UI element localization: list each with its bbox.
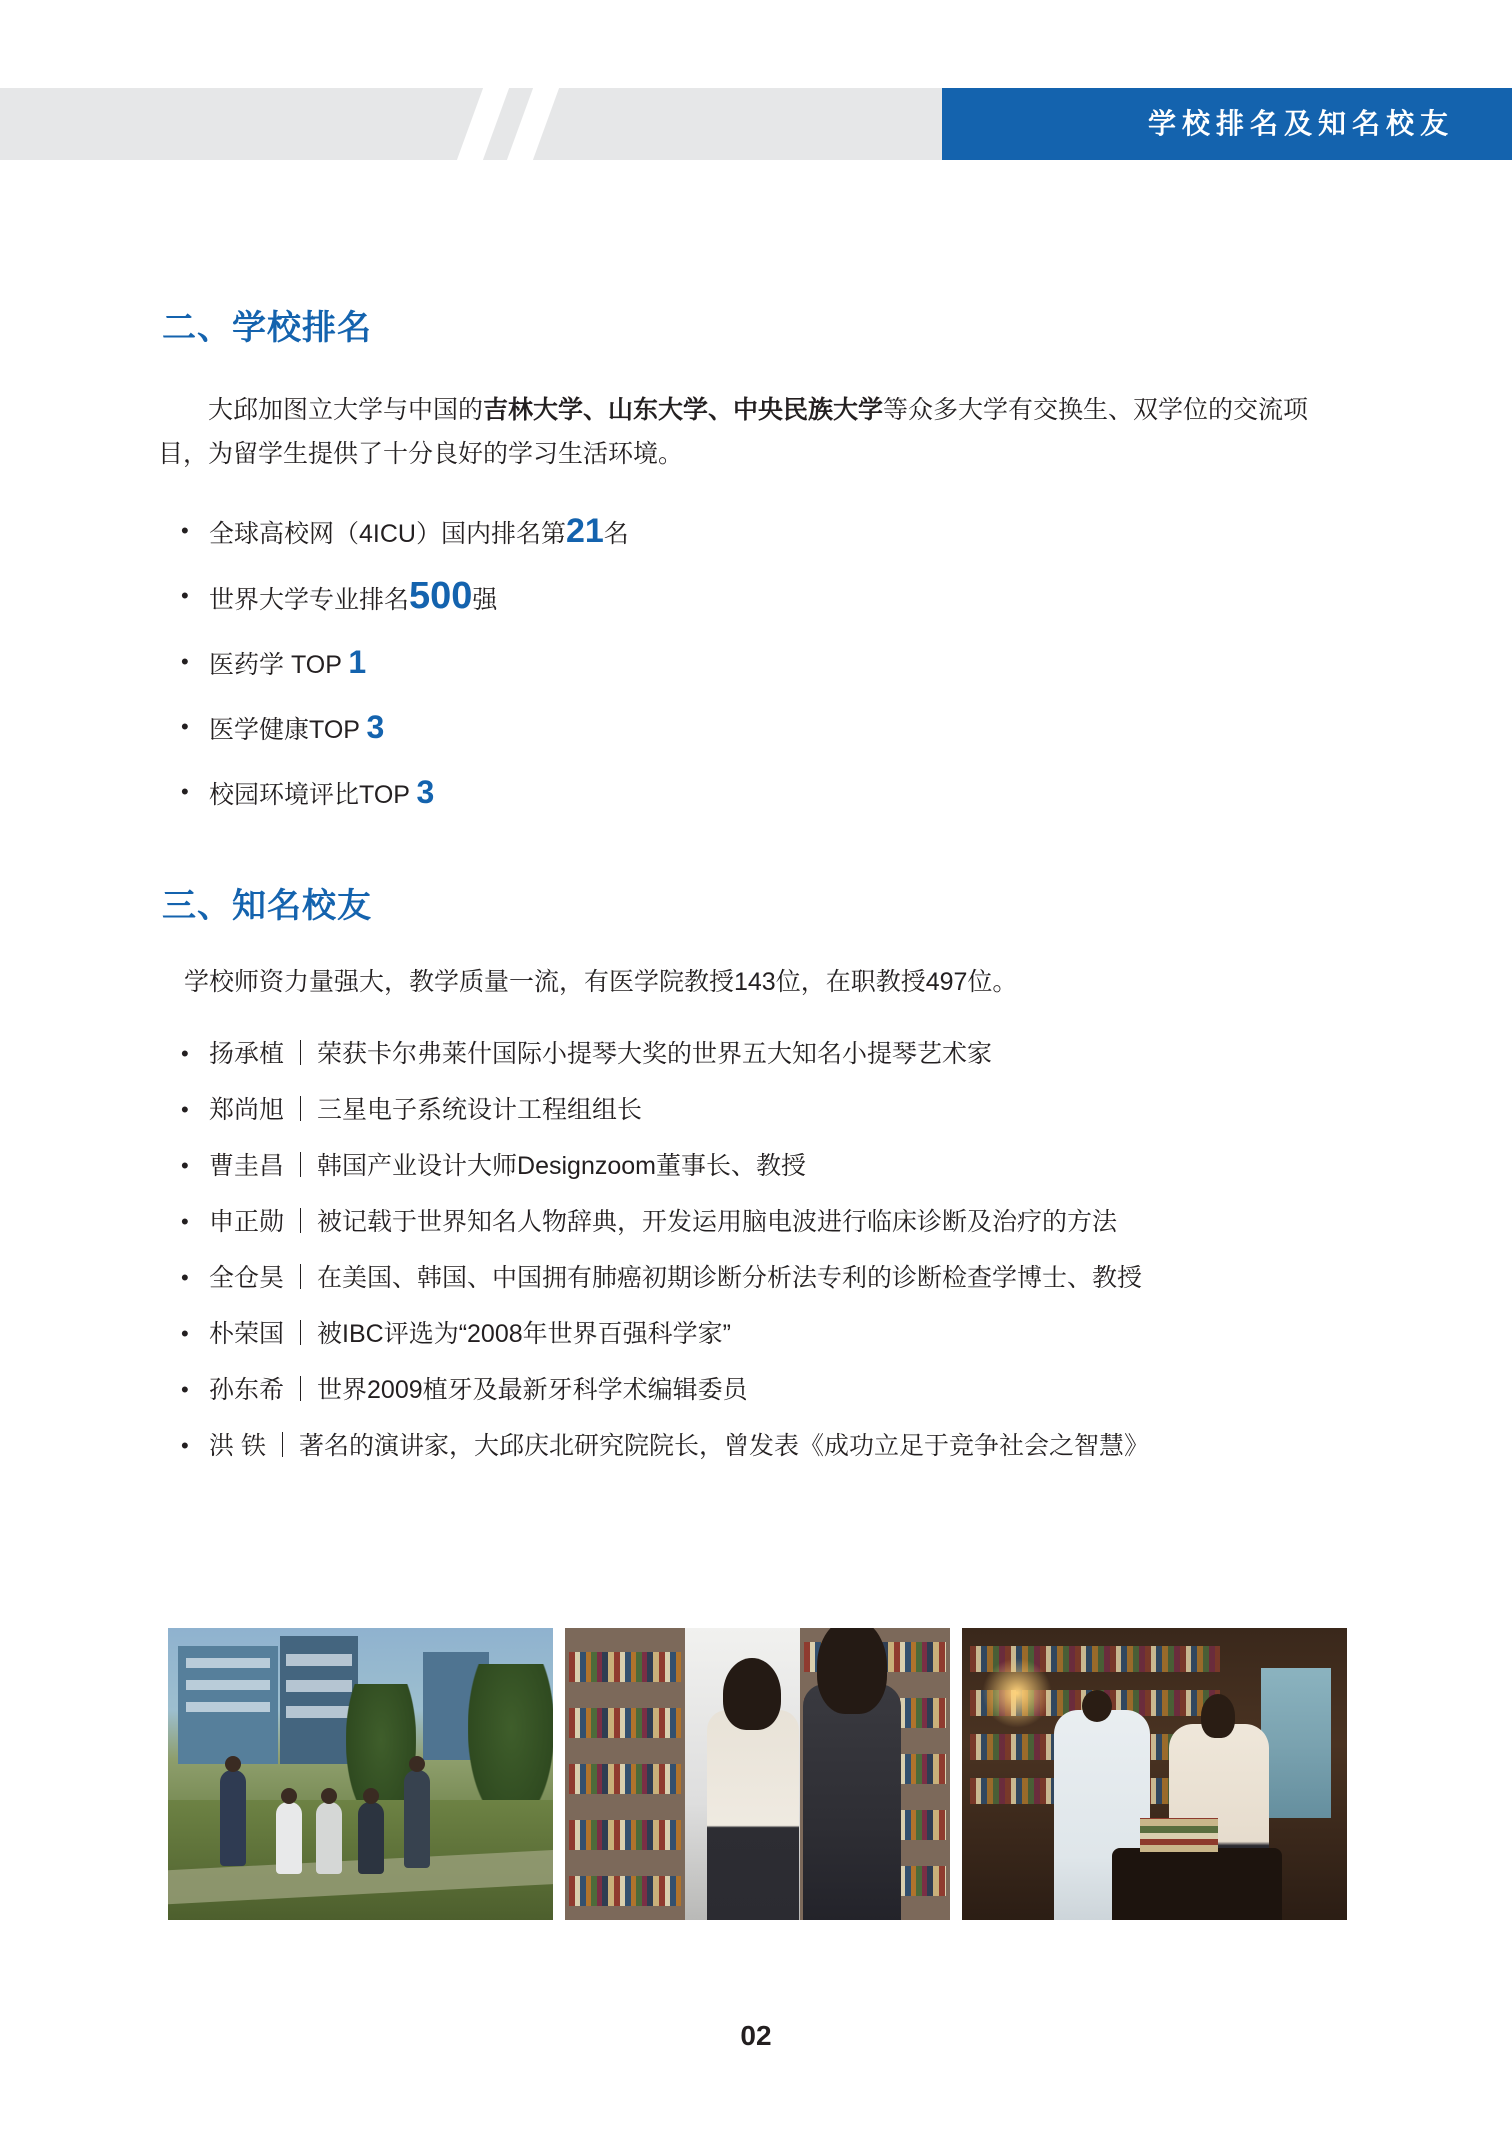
alumni-separator: ｜ [288,1040,314,1068]
list-item [175,1366,1355,1414]
rank-item-pre: 校园环境评比TOP [209,781,417,809]
alumni-description: 在美国、韩国、中国拥有肺癌初期诊断分析法专利的诊断检查学博士、教授 [317,1264,1143,1292]
alumni-separator: ｜ [288,1320,314,1348]
alumni-description: 韩国产业设计大师Designzoom董事长、教授 [317,1152,806,1180]
alumni-description: 被IBC评选为“2008年世界百强科学家” [317,1320,731,1348]
alumni-name: 曹圭昌 [209,1152,285,1180]
alumni-name: 朴荣国 [209,1320,285,1348]
page-number: 02 [740,2020,772,2051]
rank-item-number: 500 [409,575,473,617]
alumni-description: 著名的演讲家，大邱庆北研究院院长，曾发表《成功立足于竞争社会之智慧》 [298,1432,1149,1460]
alumni-name: 孙东希 [209,1376,285,1404]
rank-item-number: 21 [565,512,604,550]
alumni-description: 荣获卡尔弗莱什国际小提琴大奖的世界五大知名小提琴艺术家 [317,1040,993,1068]
rank-item-number: 3 [366,709,385,745]
list-item [175,1198,1355,1246]
rank-item-pre: 医药学 TOP [209,651,349,679]
alumni-name: 扬承植 [209,1040,285,1068]
list-item [175,761,1355,826]
rank-item-pre: 世界大学专业排名 [209,586,410,614]
campus-students-outdoor-photo [168,1628,553,1920]
rank-item-post: 名 [603,520,629,548]
alumni-name: 申正勋 [209,1208,285,1236]
list-item [175,1142,1355,1190]
library-reading-room-students-photo [962,1628,1347,1920]
alumni-name: 洪 铁 [209,1432,266,1460]
ranking-paragraph-part3: 等众多大学有交换生、双学位的交流项目，为留学生提供了十分良好的学习生活环境。 [158,396,1309,468]
alumni-list [175,1030,1355,1478]
rank-item-number: 1 [348,644,367,680]
alumni-separator: ｜ [288,1376,314,1404]
alumni-paragraph: 学校师资力量强大，教学质量一流，有医学院教授143位，在职教授497位。 [184,968,1018,996]
rank-item-pre: 全球高校网（4ICU）国内排名第 [209,520,566,548]
ranking-paragraph [158,388,1358,476]
alumni-separator: ｜ [288,1208,314,1236]
list-item [175,565,1355,631]
alumni-separator: ｜ [269,1432,295,1460]
list-item [175,1030,1355,1078]
ranking-paragraph-universities: 吉林大学、山东大学、中央民族大学 [483,396,884,424]
library-bookshelf-students-photo [565,1628,950,1920]
ranking-list [175,500,1355,826]
list-item [175,631,1355,696]
alumni-separator: ｜ [288,1264,314,1292]
rank-item-pre: 医学健康TOP [209,716,367,744]
list-item [175,1310,1355,1358]
page-header [0,88,1512,160]
alumni-separator: ｜ [288,1096,314,1124]
alumni-description: 世界2009植牙及最新牙科学术编辑委员 [317,1376,748,1404]
alumni-name: 郑尚旭 [209,1096,285,1124]
alumni-name: 全仓昊 [209,1264,285,1292]
photo-row [168,1628,1348,1920]
list-item [175,1422,1355,1470]
rank-item-number: 3 [416,774,435,810]
ranking-paragraph-part1: 大邱加图立大学与中国的 [208,396,484,424]
alumni-description: 被记载于世界知名人物辞典，开发运用脑电波进行临床诊断及治疗的方法 [317,1208,1118,1236]
alumni-separator: ｜ [288,1152,314,1180]
list-item [175,500,1355,565]
list-item [175,696,1355,761]
list-item [175,1086,1355,1134]
alumni-description: 三星电子系统设计工程组组长 [317,1096,643,1124]
section-heading-ranking: 二、学校排名 [162,309,372,347]
rank-item-post: 强 [472,586,498,614]
list-item [175,1254,1355,1302]
section-heading-alumni: 三、知名校友 [162,887,372,925]
header-title: 学校排名及知名校友 [1147,108,1454,139]
